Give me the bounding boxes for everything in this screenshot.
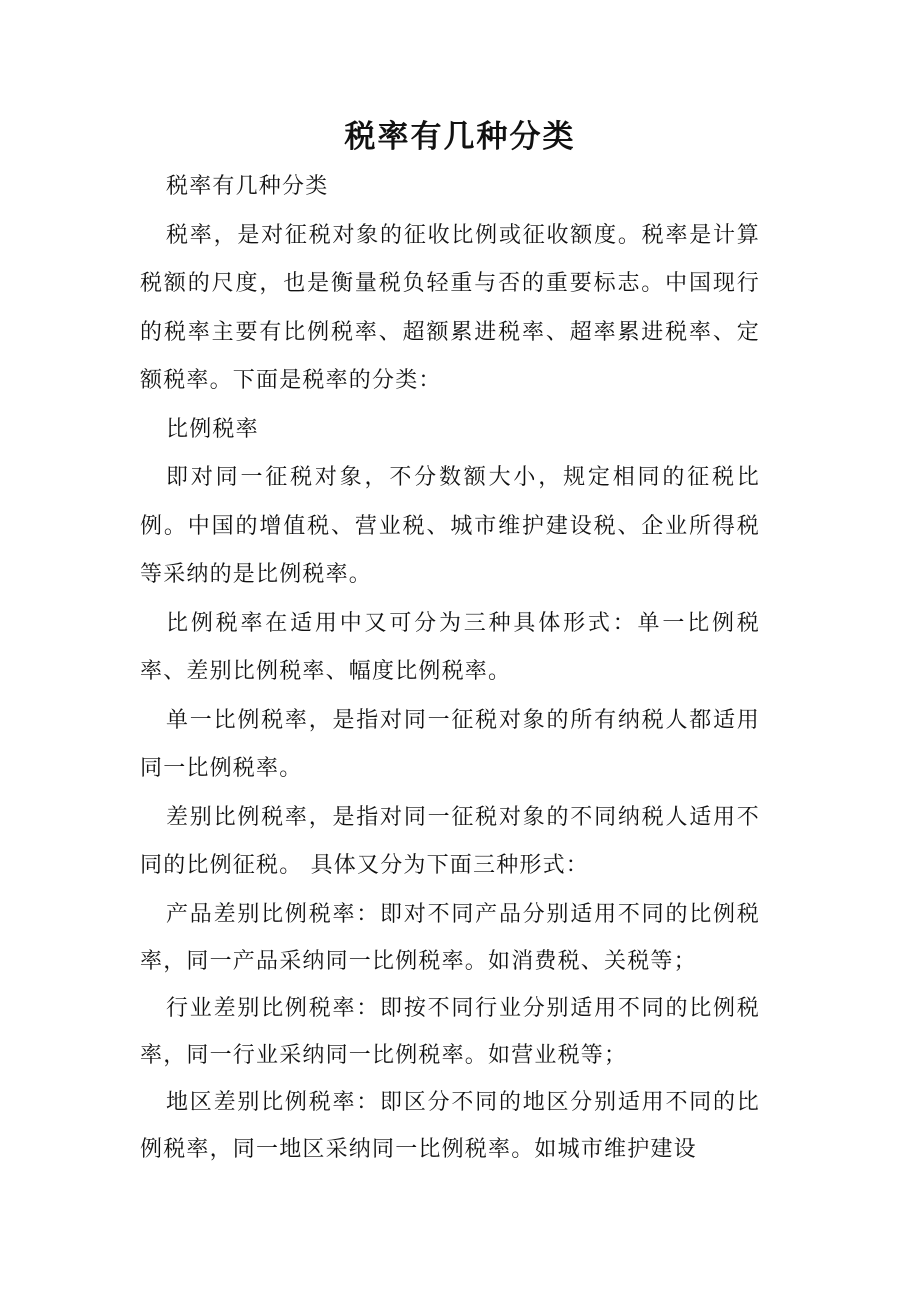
industry-differential-paragraph: 行业差别比例税率：即按不同行业分别适用不同的比例税率，同一行业采纳同一比例税率。如营业税等；: [140, 995, 760, 1068]
definition-paragraph: 即对同一征税对象，不分数额大小，规定相同的征税比例。中国的增值税、营业税、城市维护建设税、企业所得税等采纳的是比例税率。: [140, 465, 760, 587]
forms-paragraph: 比例税率在适用中又可分为三种具体形式：单一比例税率、差别比例税率、幅度比例税率。: [140, 610, 760, 684]
product-differential-paragraph: 产品差别比例税率：即对不同产品分别适用不同的比例税率，同一产品采纳同一比例税率。如消费税、关税等；: [140, 901, 760, 974]
document-body: [140, 163, 760, 1173]
single-rate-paragraph: 单一比例税率，是指对同一征税对象的所有纳税人都适用同一比例税率。: [140, 707, 760, 781]
document-title: 税率有几种分类: [344, 119, 576, 155]
subtitle-paragraph: 税率有几种分类: [166, 174, 329, 199]
regional-differential-paragraph: 地区差别比例税率：即区分不同的地区分别适用不同的比例税率，同一地区采纳同一比例税率。如城市维护建设: [140, 1089, 760, 1162]
differential-rate-paragraph: 差别比例税率，是指对同一征税对象的不同纳税人适用不同的比例征税。 具体又分为下面三种形式：: [140, 804, 760, 878]
section-heading-proportional-rate: 比例税率: [166, 416, 259, 442]
intro-paragraph: 税率，是对征税对象的征收比例或征收额度。税率是计算税额的尺度，也是衡量税负轻重与否的重要标志。中国现行的税率主要有比例税率、超额累进税率、超率累进税率、定额税率。下面是税率的分类：: [140, 222, 760, 393]
